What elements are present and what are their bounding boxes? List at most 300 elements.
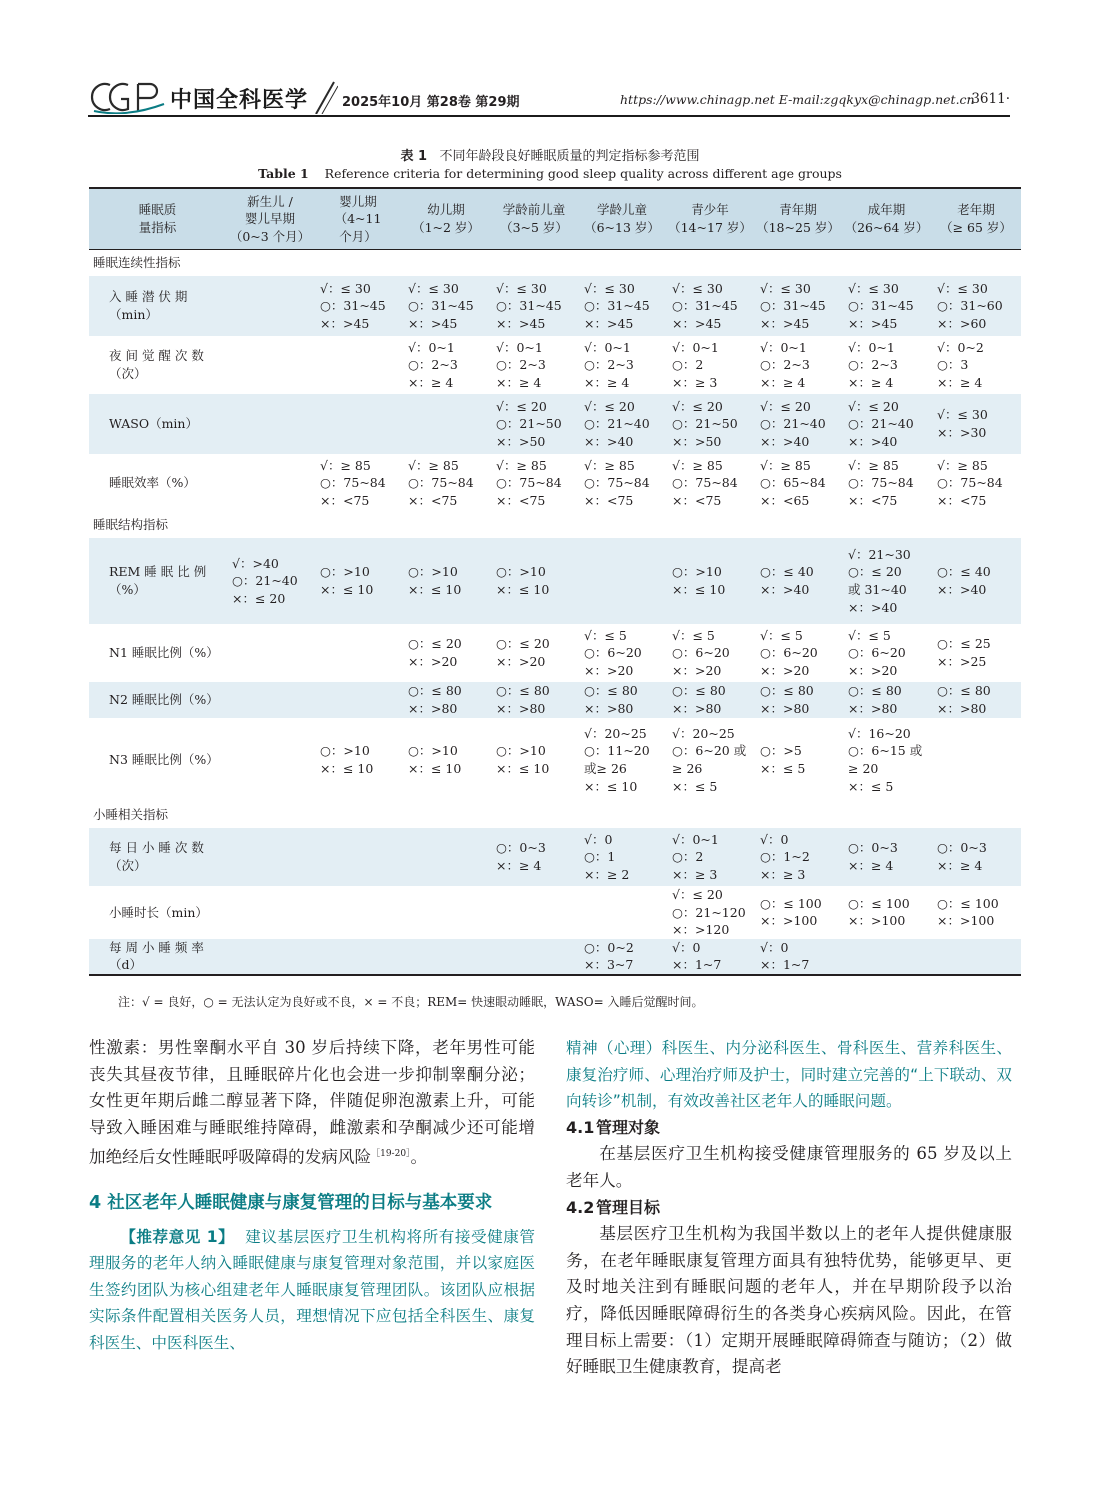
column-header-line: 青年期 bbox=[779, 202, 817, 218]
cell-line: √：≥ 85 bbox=[408, 457, 459, 473]
subsection-number: 4.2 bbox=[566, 1197, 595, 1217]
cell-line: ○：≤ 20 bbox=[848, 564, 902, 580]
cell-line: ×：≤ 10 bbox=[408, 582, 462, 597]
table-title-en: Reference criteria for determining good sleep quality across different age groups bbox=[324, 166, 842, 181]
table-cell bbox=[578, 718, 666, 802]
table-cell bbox=[490, 828, 578, 886]
cell-line: ○：0~3 bbox=[848, 840, 898, 856]
table-cell bbox=[314, 394, 402, 454]
row-label-line: 夜 间 觉 醒 次 数 bbox=[109, 348, 204, 364]
cell-line: ×：>50 bbox=[672, 433, 722, 449]
table-cell bbox=[931, 538, 1021, 624]
subsection-title: 管理对象 bbox=[596, 1117, 661, 1137]
cell-line: √：≤ 5 bbox=[672, 627, 715, 643]
cell-line: ×：>80 bbox=[584, 701, 634, 716]
cell-line: ×：>80 bbox=[937, 701, 987, 716]
cell-line: ○：2~3 bbox=[584, 357, 634, 373]
table-cell bbox=[402, 624, 490, 682]
row-label bbox=[89, 538, 226, 624]
table-row bbox=[89, 276, 1021, 336]
table-cell bbox=[314, 454, 402, 512]
table-cell bbox=[490, 718, 578, 802]
table-cell bbox=[314, 886, 402, 939]
recommendation-paragraph bbox=[89, 1224, 535, 1357]
table-cell bbox=[226, 682, 314, 718]
table-cell bbox=[226, 394, 314, 454]
table-cell bbox=[842, 336, 931, 394]
table-cell bbox=[578, 886, 666, 939]
section-row bbox=[89, 512, 1021, 538]
row-label-line: 小睡时长（min） bbox=[109, 904, 208, 920]
cell-line: ×：≥ 3 bbox=[760, 866, 806, 882]
cell-line: ×：≥ 4 bbox=[584, 374, 630, 390]
cell-line: ×：>80 bbox=[760, 701, 810, 716]
table-caption-en bbox=[0, 166, 1100, 181]
cell-line: ○：>10 bbox=[496, 743, 546, 759]
cell-line: ×：>100 bbox=[848, 913, 906, 929]
cell-line: ○：21~50 bbox=[496, 416, 562, 432]
column-header-line: 学龄儿童 bbox=[596, 202, 647, 218]
cell-line: √：≤ 30 bbox=[937, 280, 988, 296]
column-header bbox=[931, 188, 1021, 250]
cell-line: ×：>40 bbox=[584, 433, 634, 449]
paragraph: 基层医疗卫生机构为我国半数以上的老年人提供健康服务，在老年睡眠康复管理方面具有独特优势，能够更早、更及时地关注到有睡眠问题的老年人，并在早期阶段予以治疗，降低因睡眠障碍衍生的各类身心疾病风险。因此，在管理目标上需要：（1）定期开展睡眠障碍筛查与随访；（2）做好睡眠卫生健康教育，提高老 bbox=[566, 1224, 1012, 1377]
table-cell bbox=[754, 886, 842, 939]
cell-line: ×：<75 bbox=[496, 492, 546, 508]
cell-line: ○：21~40 bbox=[584, 416, 650, 432]
column-header-line: （18~25 岁） bbox=[756, 220, 840, 235]
table-row bbox=[89, 538, 1021, 624]
cell-line: ○：0~3 bbox=[496, 840, 546, 856]
cell-line: ×：>20 bbox=[760, 662, 810, 678]
table-cell bbox=[578, 828, 666, 886]
table-cell bbox=[931, 886, 1021, 939]
cell-line: ×：≤ 10 bbox=[496, 582, 550, 597]
cell-line: ×：>100 bbox=[760, 913, 818, 929]
row-label bbox=[89, 454, 226, 512]
cell-line: ○：21~120 bbox=[672, 904, 746, 920]
table-cell bbox=[314, 276, 402, 336]
paragraph: 在基层医疗卫生机构接受健康管理服务的 65 岁及以上老年人。 bbox=[566, 1144, 1012, 1190]
table-cell bbox=[402, 454, 490, 512]
cell-line: ○：75~84 bbox=[320, 475, 386, 491]
cell-line: √：0 bbox=[760, 831, 789, 847]
cell-line: ○：≤ 100 bbox=[760, 895, 822, 911]
table-cell bbox=[754, 939, 842, 975]
cell-line: ≥ 26 bbox=[672, 761, 703, 776]
row-label-line: （次） bbox=[109, 858, 147, 873]
cell-line: ○：75~84 bbox=[408, 475, 474, 491]
cell-line: ×：≤ 10 bbox=[496, 761, 550, 776]
table-cell bbox=[666, 538, 754, 624]
section-heading: 4 社区老年人睡眠健康与康复管理的目标与基本要求 bbox=[89, 1192, 493, 1213]
cell-line: ○：2 bbox=[672, 357, 704, 373]
table-cell bbox=[842, 718, 931, 802]
cell-line: √：≤ 20 bbox=[848, 398, 899, 414]
cell-line: ≥ 20 bbox=[848, 761, 879, 776]
cell-line: ○：21~40 bbox=[232, 573, 298, 589]
cell-line: ○：≤ 100 bbox=[937, 895, 999, 911]
cell-line: ○：6~20 bbox=[760, 645, 818, 661]
cell-line: ○：≤ 80 bbox=[584, 683, 638, 699]
table-cell bbox=[402, 828, 490, 886]
cell-line: √：≤ 20 bbox=[672, 887, 723, 902]
cell-line: ×：>30 bbox=[937, 425, 987, 440]
row-label-line: （min） bbox=[109, 307, 158, 322]
cell-line: ×：<65 bbox=[760, 492, 810, 508]
cell-line: ×：>45 bbox=[584, 315, 634, 331]
subsection-heading-4-2 bbox=[566, 1195, 1012, 1222]
table-cell bbox=[754, 276, 842, 336]
cell-line: ×：<75 bbox=[672, 492, 722, 508]
paragraph-text: 性激素：男性睾酮水平自 30 岁后持续下降，老年男性可能丧失其昼夜节律，且睡眠碎片化也会进一步抑制睾酮分泌；女性更年期后雌二醇显著下降，伴随促卵泡激素上升，可能导致入睡困难与睡眠维持障碍，雌激素和孕酮减少还可能增加绝经后女性睡眠呼吸障碍的发病风险 bbox=[89, 1038, 535, 1167]
cell-line: ×：≥ 4 bbox=[496, 374, 542, 390]
row-label bbox=[89, 718, 226, 802]
cell-line: ×：≥ 4 bbox=[496, 858, 542, 873]
cell-line: ×：≥ 3 bbox=[672, 866, 718, 882]
cell-line: √：≤ 30 bbox=[496, 280, 547, 296]
row-label bbox=[89, 886, 226, 939]
cell-line: ×：>80 bbox=[672, 701, 722, 716]
table-row bbox=[89, 886, 1021, 939]
cell-line: ○：75~84 bbox=[937, 475, 1003, 491]
cell-line: ×：3~7 bbox=[584, 957, 634, 973]
table-cell bbox=[226, 718, 314, 802]
column-header-line: （6~13 岁） bbox=[584, 220, 660, 235]
table-cell bbox=[842, 276, 931, 336]
table-cell bbox=[402, 886, 490, 939]
cell-line: ×：>40 bbox=[760, 433, 810, 449]
table-cell bbox=[666, 624, 754, 682]
row-label-line: 睡眠效率（%） bbox=[109, 475, 196, 491]
column-header-line: 青少年 bbox=[691, 202, 729, 218]
table-cell bbox=[931, 828, 1021, 886]
cell-line: √：≤ 20 bbox=[584, 398, 635, 414]
cell-line: √：0~1 bbox=[408, 339, 455, 355]
table-cell bbox=[754, 336, 842, 394]
cell-line: ×：>40 bbox=[760, 582, 810, 597]
table-cell bbox=[226, 939, 314, 975]
cell-line: ○：75~84 bbox=[848, 475, 914, 491]
cell-line: ×：>45 bbox=[760, 315, 810, 331]
table-row bbox=[89, 394, 1021, 454]
column-header-line: 老年期 bbox=[957, 202, 995, 218]
paragraph-end: 。 bbox=[410, 1147, 428, 1167]
table-title-cn: 不同年龄段良好睡眠质量的判定指标参考范围 bbox=[439, 149, 700, 164]
cell-line: ○：75~84 bbox=[672, 475, 738, 491]
journal-name: 中国全科医学 bbox=[170, 88, 309, 113]
cell-line: ○：>10 bbox=[496, 564, 546, 580]
cell-line: √：≤ 30 bbox=[937, 407, 988, 423]
recommendation-continued: 精神（心理）科医生、内分泌科医生、骨科医生、营养科医生、康复治疗师、心理治疗师及护士，同时建立完善的“上下联动、双向转诊”机制，有效改善社区老年人的睡眠问题。 bbox=[566, 1039, 1012, 1111]
table-row bbox=[89, 682, 1021, 718]
column-header-line: 新生儿 / bbox=[247, 193, 293, 209]
table-cell bbox=[490, 624, 578, 682]
table-cell bbox=[754, 538, 842, 624]
column-header-line: 幼儿期 bbox=[427, 202, 465, 218]
cell-line: ○：65~84 bbox=[760, 475, 826, 491]
cell-line: √：0 bbox=[672, 939, 701, 955]
cell-line: ○：≤ 20 bbox=[496, 636, 550, 652]
cell-line: ○：31~45 bbox=[496, 298, 562, 314]
column-header bbox=[754, 188, 842, 250]
column-header-line: （14~17 岁） bbox=[668, 220, 752, 235]
cell-line: ×：≥ 4 bbox=[760, 374, 806, 390]
cell-line: ○：≤ 80 bbox=[672, 683, 726, 699]
table-cell bbox=[578, 276, 666, 336]
column-header bbox=[578, 188, 666, 250]
cell-line: ×：>120 bbox=[672, 922, 730, 938]
cell-line: ×：<75 bbox=[848, 492, 898, 508]
cell-line: √：≥ 85 bbox=[320, 457, 371, 473]
cell-line: ○：≤ 25 bbox=[937, 636, 991, 652]
table-caption-cn bbox=[0, 145, 1100, 164]
cgp-logo-icon bbox=[88, 80, 166, 114]
column-header-line: 学龄前儿童 bbox=[502, 202, 566, 218]
table-cell bbox=[490, 394, 578, 454]
cell-line: √：0~2 bbox=[937, 339, 984, 355]
column-header-line: （26~64 岁） bbox=[844, 220, 929, 235]
cell-line: ○：2~3 bbox=[496, 357, 546, 373]
table-cell bbox=[490, 454, 578, 512]
column-header-line: 睡眠质 bbox=[138, 202, 177, 218]
section-title: 小睡相关指标 bbox=[93, 807, 169, 823]
cell-line: ○：6~20 bbox=[672, 645, 730, 661]
column-header-line: 个月） bbox=[339, 228, 377, 244]
table-cell bbox=[931, 718, 1021, 802]
cell-line: ×：≥ 4 bbox=[408, 374, 454, 390]
cell-line: √：≤ 20 bbox=[760, 398, 811, 414]
table-cell bbox=[226, 886, 314, 939]
cell-line: ×：≤ 5 bbox=[848, 778, 894, 794]
cell-line: ○：0~3 bbox=[937, 840, 987, 856]
cell-line: ×：>20 bbox=[848, 662, 898, 678]
cell-line: ○：>10 bbox=[672, 564, 722, 580]
cell-line: √：≤ 30 bbox=[320, 280, 371, 296]
page-number: ·3611· bbox=[967, 91, 1010, 107]
cell-line: ○：31~45 bbox=[408, 298, 474, 314]
cell-line: ○：6~20 或 bbox=[672, 743, 747, 759]
table-header-row bbox=[89, 188, 1021, 250]
cell-line: ×：>40 bbox=[848, 599, 898, 615]
row-label-line: 每 日 小 睡 次 数 bbox=[109, 840, 204, 856]
row-label-line: WASO（min） bbox=[109, 416, 198, 432]
cell-line: ○：21~50 bbox=[672, 416, 738, 432]
cell-line: ○：31~45 bbox=[848, 298, 914, 314]
table-cell bbox=[931, 276, 1021, 336]
cell-line: ×：>45 bbox=[496, 315, 546, 331]
cell-line: ○：≤ 80 bbox=[937, 683, 991, 699]
table-cell bbox=[578, 394, 666, 454]
cell-line: ○：≤ 20 bbox=[408, 636, 462, 652]
cell-line: ×：>45 bbox=[408, 315, 458, 331]
cell-line: √：0~1 bbox=[672, 339, 719, 355]
table-label-en: Table 1 bbox=[258, 166, 309, 181]
cell-line: ×：≤ 5 bbox=[672, 778, 718, 794]
column-header bbox=[402, 188, 490, 250]
subsection-title: 管理目标 bbox=[596, 1197, 661, 1217]
cell-line: ○：31~45 bbox=[760, 298, 826, 314]
table-cell bbox=[754, 394, 842, 454]
table-cell bbox=[490, 682, 578, 718]
cell-line: ×：<75 bbox=[937, 492, 987, 508]
row-label bbox=[89, 939, 226, 975]
table-row bbox=[89, 939, 1021, 975]
section-row bbox=[89, 250, 1021, 277]
section-row bbox=[89, 802, 1021, 828]
cell-line: ○：21~40 bbox=[848, 416, 914, 432]
table-cell bbox=[754, 682, 842, 718]
cell-line: √：≤ 30 bbox=[848, 280, 899, 296]
cell-line: ○：31~45 bbox=[672, 298, 738, 314]
table-row bbox=[89, 828, 1021, 886]
cell-line: ○：>10 bbox=[320, 743, 370, 759]
journal-website: https://www.chinagp.net E-mail:zgqkyx@chinagp.net.cn bbox=[620, 92, 975, 107]
row-label bbox=[89, 682, 226, 718]
cell-line: ×：>40 bbox=[937, 582, 987, 597]
row-label bbox=[89, 276, 226, 336]
cell-line: ×：≤ 10 bbox=[320, 761, 374, 776]
table-cell bbox=[666, 336, 754, 394]
column-header-line: （3~5 岁） bbox=[500, 220, 568, 235]
cell-line: ○：21~40 bbox=[760, 416, 826, 432]
column-header-line: （1~2 岁） bbox=[412, 220, 480, 235]
column-header-line: （0~3 个月） bbox=[229, 228, 311, 244]
table-cell bbox=[314, 828, 402, 886]
table-cell bbox=[402, 718, 490, 802]
table-cell bbox=[578, 454, 666, 512]
cell-line: 或 31~40 bbox=[848, 582, 907, 597]
table-cell bbox=[666, 828, 754, 886]
table-cell bbox=[931, 336, 1021, 394]
cell-line: √：0~1 bbox=[848, 339, 895, 355]
table-label-cn: 表 1 bbox=[400, 149, 428, 164]
table-cell bbox=[842, 682, 931, 718]
cell-line: ×：≥ 2 bbox=[584, 866, 630, 882]
column-header-line: 成年期 bbox=[867, 202, 906, 218]
cell-line: ×：≥ 4 bbox=[848, 858, 894, 873]
table-cell bbox=[754, 718, 842, 802]
cell-line: √：0 bbox=[760, 939, 789, 955]
subsection-number: 4.1 bbox=[566, 1117, 595, 1137]
cell-line: ○：≤ 80 bbox=[496, 683, 550, 699]
cell-line: ×：>80 bbox=[408, 701, 458, 716]
table-cell bbox=[226, 276, 314, 336]
table-cell bbox=[842, 624, 931, 682]
table-cell bbox=[314, 624, 402, 682]
table-row bbox=[89, 336, 1021, 394]
cell-line: ○：2~3 bbox=[848, 357, 898, 373]
table-cell bbox=[402, 538, 490, 624]
cell-line: ○：75~84 bbox=[584, 475, 650, 491]
cell-line: ×：≤ 10 bbox=[408, 761, 462, 776]
table-cell bbox=[402, 336, 490, 394]
table-cell bbox=[578, 336, 666, 394]
cell-line: ○：≤ 40 bbox=[937, 564, 991, 580]
cell-line: ○：6~20 bbox=[584, 645, 642, 661]
row-label-line: N3 睡眠比例（%） bbox=[109, 752, 219, 768]
cell-line: ×：>25 bbox=[937, 654, 987, 669]
cell-line: ○：31~45 bbox=[320, 298, 386, 314]
row-label-line: N2 睡眠比例（%） bbox=[109, 692, 219, 708]
section-title: 睡眠结构指标 bbox=[93, 517, 169, 533]
cell-line: √：≤ 30 bbox=[760, 280, 811, 296]
cell-line: √：≤ 5 bbox=[848, 627, 891, 643]
table-cell bbox=[578, 538, 666, 624]
cell-line: √：≤ 30 bbox=[672, 280, 723, 296]
cell-line: ×：>20 bbox=[672, 662, 722, 678]
table-cell bbox=[314, 718, 402, 802]
cell-line: √：≤ 30 bbox=[584, 280, 635, 296]
cell-line: ×：≥ 4 bbox=[937, 374, 983, 390]
column-header-line: 婴儿早期 bbox=[244, 211, 295, 227]
column-header bbox=[89, 188, 226, 250]
table-row bbox=[89, 624, 1021, 682]
cell-line: ○：2~3 bbox=[760, 357, 810, 373]
cell-line: ○：>10 bbox=[408, 743, 458, 759]
table-cell bbox=[754, 454, 842, 512]
table-row bbox=[89, 718, 1021, 802]
cell-line: ×：1~7 bbox=[760, 957, 810, 973]
table-cell bbox=[490, 336, 578, 394]
recommendation-label: 【推荐意见 1】 bbox=[120, 1227, 235, 1246]
cell-line: ×：>20 bbox=[408, 654, 458, 669]
cell-line: √：≥ 85 bbox=[584, 457, 635, 473]
row-label-line: （次） bbox=[109, 366, 147, 381]
cell-line: ×：>60 bbox=[937, 315, 987, 331]
slash-decoration-icon bbox=[314, 80, 338, 114]
cell-line: ×：>100 bbox=[937, 913, 995, 929]
cell-line: √：≤ 30 bbox=[408, 280, 459, 296]
table-cell bbox=[226, 624, 314, 682]
cell-line: ×：>40 bbox=[848, 433, 898, 449]
table-cell bbox=[931, 682, 1021, 718]
paragraph bbox=[89, 1035, 535, 1172]
cell-line: ×：≥ 4 bbox=[848, 374, 894, 390]
cell-line: ×：<75 bbox=[408, 492, 458, 508]
cell-line: ×：<75 bbox=[320, 492, 370, 508]
column-header-line: （4~11 bbox=[334, 211, 382, 227]
cell-line: √：0~1 bbox=[672, 831, 719, 847]
cell-line: √：0~1 bbox=[496, 339, 543, 355]
row-label-line: N1 睡眠比例（%） bbox=[109, 645, 219, 661]
cell-line: ×：≤ 5 bbox=[760, 761, 806, 776]
cell-line: ○：≤ 80 bbox=[848, 683, 902, 699]
cell-line: √：16~20 bbox=[848, 725, 911, 741]
cell-line: √：>40 bbox=[232, 555, 279, 571]
cell-line: ○：31~45 bbox=[584, 298, 650, 314]
row-label-line: REM 睡 眠 比 例 bbox=[109, 564, 207, 580]
table-cell bbox=[931, 394, 1021, 454]
row-label-line: 每 周 小 睡 频 率 bbox=[109, 939, 204, 955]
cell-line: ×：≤ 10 bbox=[320, 582, 374, 597]
cell-line: ×：≥ 3 bbox=[672, 374, 718, 390]
cell-line: ×：>80 bbox=[496, 701, 546, 716]
row-label-line: 入 睡 潜 伏 期 bbox=[109, 289, 188, 305]
cell-line: ○：2 bbox=[672, 849, 704, 865]
table-cell bbox=[226, 538, 314, 624]
cell-line: ○：6~15 或 bbox=[848, 743, 923, 759]
column-header bbox=[314, 188, 402, 250]
cell-line: √：≤ 20 bbox=[496, 398, 547, 414]
table-cell bbox=[931, 624, 1021, 682]
table-cell bbox=[666, 886, 754, 939]
table-cell bbox=[666, 276, 754, 336]
cell-line: ○：1~2 bbox=[760, 849, 810, 865]
cell-line: √：0 bbox=[584, 831, 613, 847]
table-cell bbox=[578, 624, 666, 682]
table-cell bbox=[578, 682, 666, 718]
